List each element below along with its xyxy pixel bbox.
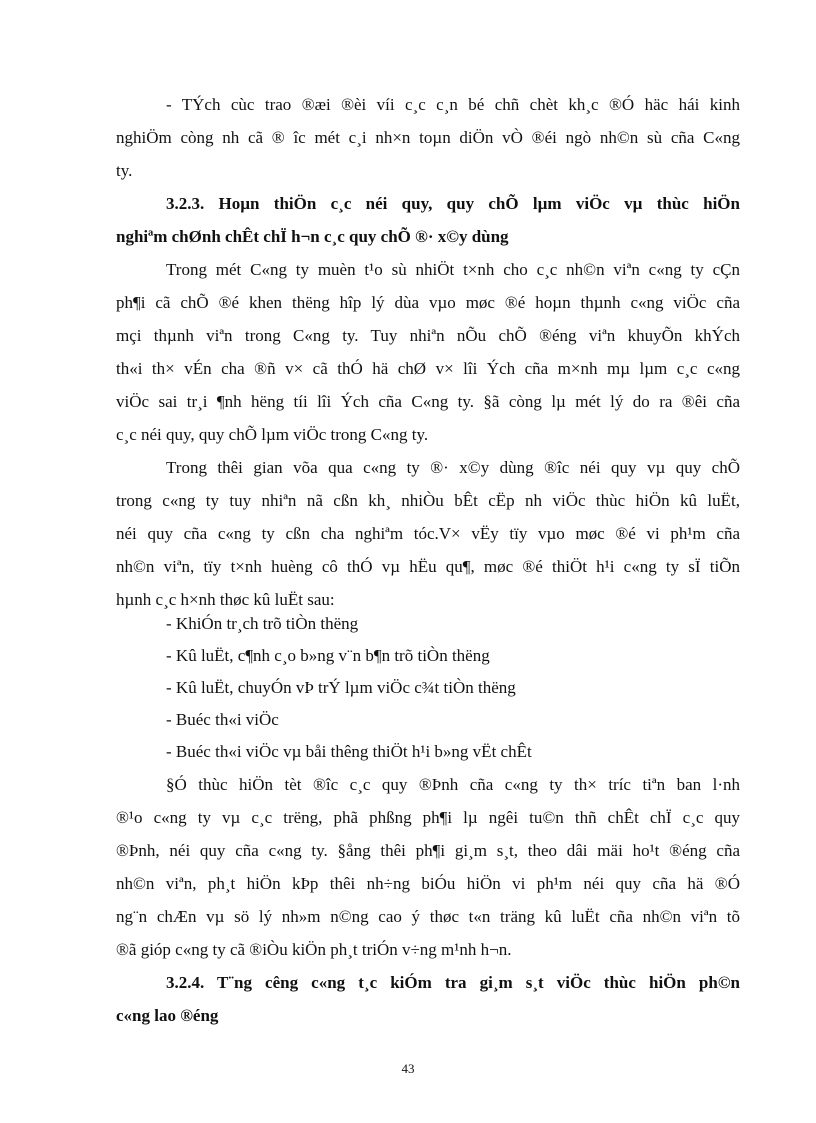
paragraph-line: hµnh c¸c h×nh thøc kû luËt sau: [116, 590, 335, 609]
list-item: - KhiÓn tr¸ch trõ tiÒn thëng [166, 614, 359, 633]
paragraph-line: mçi thµnh viªn trong C«ng ty. Tuy nhiªn nÕu chÕ ®éng viªn khuyÕn khÝch [116, 326, 740, 345]
section-heading-line: nghiªm chØnh chÊt chÏ h¬n c¸c quy chÕ ®· x©y dùng [116, 227, 509, 246]
paragraph-line: trong c«ng ty tuy nhiªn nã cßn kh¸ nhiÒu bÊt cËp nh viÖc thùc hiÖn kû luËt, [116, 491, 740, 510]
list-item: - Buéc th«i viÖc [166, 710, 279, 729]
section-heading-line: 3.2.3. Hoµn thiÖn c¸c néi quy, quy chÕ lµm viÖc vµ thùc hiÖn [166, 194, 740, 213]
page-number: 43 [401, 1061, 415, 1076]
paragraph-line: th«i th× vÉn cha ®ñ v× cã thÓ hä chØ v× lîi Ých cña m×nh mµ lµm c¸c c«ng [116, 359, 740, 378]
paragraph-line: nh©n viªn, ph¸t hiÖn kÞp thêi nh÷ng biÓu hiÖn vi ph¹m néi quy cña hä ®Ó [116, 874, 740, 893]
paragraph-line: Trong mét C«ng ty muèn t¹o sù nhiÖt t×nh cho c¸c nh©n viªn c«ng ty cÇn [166, 260, 740, 279]
paragraph-line: ®¹o c«ng ty vµ c¸c trëng, phã phßng ph¶i lµ ngêi tu©n thñ chÊt chÏ c¸c quy [116, 808, 740, 827]
section-heading-line: c«ng lao ®éng [116, 1006, 219, 1025]
paragraph-line: - TÝch cùc trao ®æi ®èi víi c¸c c¸n bé chñ chèt kh¸c ®Ó häc hái kinh [166, 95, 740, 114]
list-item: - Buéc th«i viÖc vµ båi thêng thiÖt h¹i b»ng vËt chÊt [166, 742, 532, 761]
paragraph-line: nghiÖm còng nh cã ® îc mét c¸i nh×n toµn diÖn vÒ ®éi ngò nh©n sù cña C«ng [116, 128, 740, 147]
paragraph-line: ng¨n chÆn vµ sö lý nh»m n©ng cao ý thøc t«n träng kû luËt cña nh©n viªn tõ [116, 907, 740, 926]
paragraph-line: Trong thêi gian võa qua c«ng ty ®· x©y dùng ®îc néi quy vµ quy chÕ [166, 458, 740, 477]
paragraph-line: nh©n viªn, tïy t×nh huèng cô thÓ vµ hËu qu¶, møc ®é thiÖt h¹i c«ng ty sÏ tiÕn [116, 557, 740, 576]
list-item: - Kû luËt, c¶nh c¸o b»ng v¨n b¶n trõ tiÒn thëng [166, 646, 490, 665]
paragraph-line: ph¶i cã chÕ ®é khen thëng hîp lý dùa vµo møc ®é hoµn thµnh c«ng viÖc cña [116, 293, 740, 312]
list-item: - Kû luËt, chuyÓn vÞ trÝ lµm viÖc c¾t tiÒn thëng [166, 678, 516, 697]
paragraph-line: viÖc sai tr¸i ¶nh hëng tíi lîi Ých cña C«ng ty. §ã còng lµ mét lý do ra ®êi cña [116, 392, 740, 411]
paragraph-line: §Ó thùc hiÖn tèt ®îc c¸c quy ®Þnh cña c«ng ty th× tríc tiªn ban l·nh [166, 775, 740, 794]
paragraph-line: ty. [116, 161, 133, 180]
paragraph-line: néi quy cña c«ng ty cßn cha nghiªm tóc.V× vËy tïy vµo møc ®é vi ph¹m cña [116, 524, 740, 543]
paragraph-line: ®Þnh, néi quy cña c«ng ty. §ång thêi ph¶i gi¸m s¸t, theo dâi mäi ho¹t ®éng cña [116, 841, 740, 860]
section-heading-line: 3.2.4. T¨ng cêng c«ng t¸c kiÓm tra gi¸m s¸t viÖc thùc hiÖn ph©n [166, 973, 740, 992]
paragraph-line: c¸c néi quy, quy chÕ lµm viÖc trong C«ng ty. [116, 425, 429, 444]
paragraph-line: ®ã gióp c«ng ty cã ®iÒu kiÖn ph¸t triÓn v÷ng m¹nh h¬n. [116, 940, 512, 959]
